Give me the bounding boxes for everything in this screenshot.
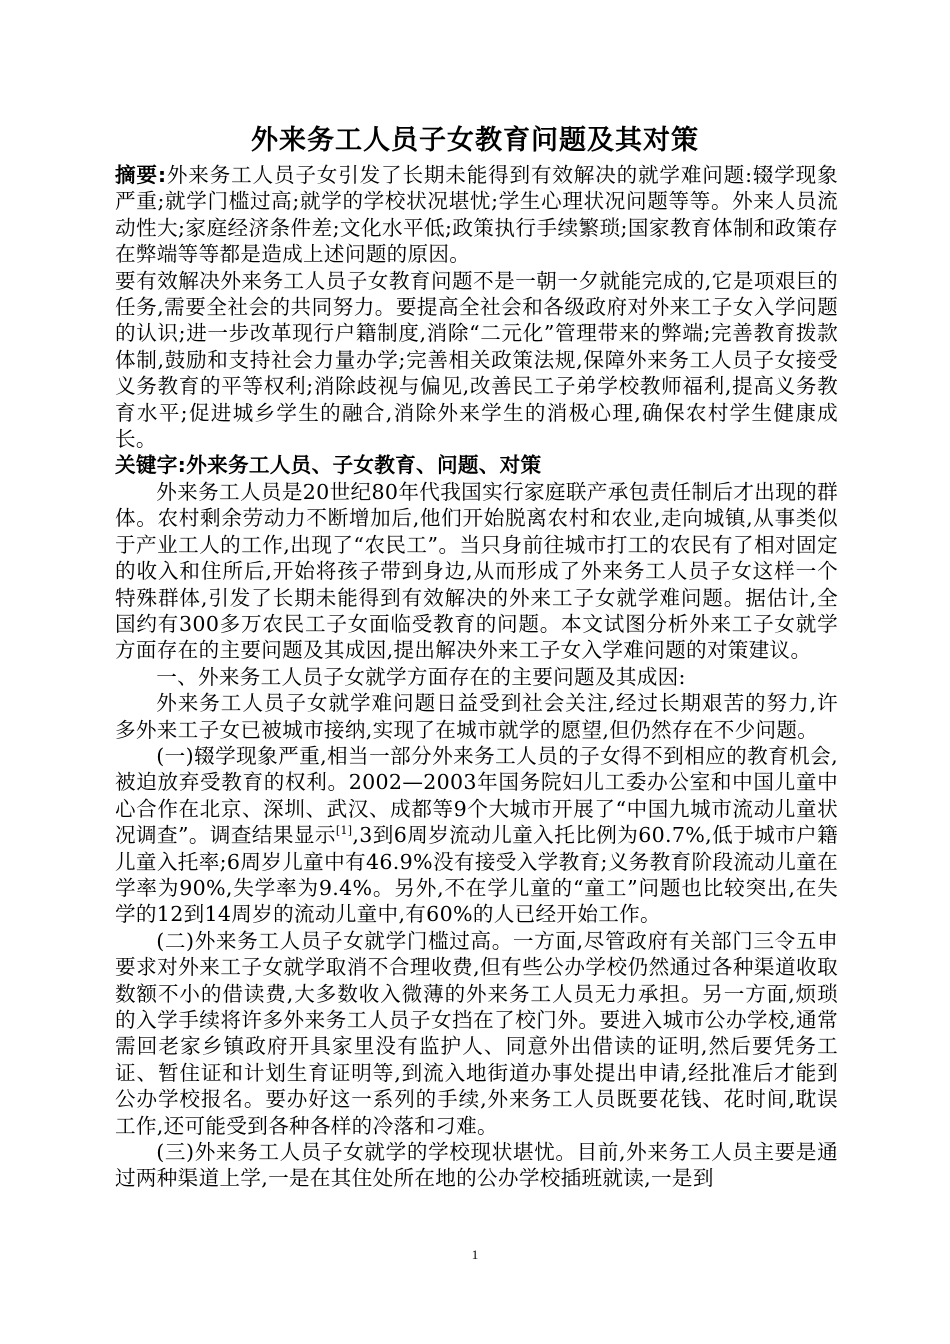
point1-text-a: (一)辍学现象严重,相当一部分外来务工人员的子女得不到相应的教育机会,被迫放弃受教育的权利。2002—2003年国务院妇儿工委办公室和中国儿童中心合作在北京、深圳、武汉、成都等9个大城市开展了“中国九城市流动儿童状况调查”。调查结果显示 xyxy=(115,743,838,848)
keywords-text: 外来务工人员、子女教育、问题、对策 xyxy=(186,453,542,478)
point2-paragraph: (二)外来务工人员子女就学门槛过高。一方面,尽管政府有关部门三令五申要求对外来工子女就学取消不合理收费,但有些公办学校仍然通过各种渠道收取数额不小的借读费,大多数收入微薄的外来务工人员无力承担。另一方面,烦琐的入学手续将许多外来务工人员子女挡在了校门外。要进入城市公办学校,通常需回老家乡镇政府开具家里没有监护人、同意外出借读的证明,然后要凭务工证、暂住证和计划生育证明等,到流入地街道办事处提出申请,经批准后才能到公办学校报名。要办好这一系列的手续,外来务工人员既要花钱、花时间,耽误工作,还可能受到各种各样的冷落和刁难。 xyxy=(115,928,838,1138)
point1-text-b: ,3到6周岁流动儿童入托比例为60.7%,低于城市户籍儿童入托率;6周岁儿童中有46.9%没有接受入学教育;义务教育阶段流动儿童在学率为90%,失学率为9.4%。另外,不在学儿童的“童工”问题也比较突出,在失学的12到14周岁的流动儿童中,有60%的人已经开始工作。 xyxy=(115,823,838,927)
abstract-paragraph xyxy=(115,162,838,268)
abstract-text: 外来务工人员子女引发了长期未能得到有效解决的就学难问题:辍学现象严重;就学门槛过高;就学的学校状况堪忧;学生心理状况问题等等。外来人员流动性大;家庭经济条件差;文化水平低;政策执行手续繁琐;国家教育体制和政策存在弊端等等都是造成上述问题的原因。 xyxy=(115,163,838,267)
point1-paragraph xyxy=(115,743,838,928)
section-heading-1: 一、外来务工人员子女就学方面存在的主要问题及其成因: xyxy=(156,664,686,689)
intro-paragraph: 外来务工人员是20世纪80年代我国实行家庭联产承包责任制后才出现的群体。农村剩余劳动力不断增加后,他们开始脱离农村和农业,走向城镇,从事类似于产业工人的工作,出现了“农民工”。当只身前往城市打工的农民有了相对固定的收入和住所后,开始将孩子带到身边,从而形成了外来务工人员子女这样一个特殊群体,引发了长期未能得到有效解决的外来工子女就学难问题。据估计,全国约有300多万农民工子女面临受教育的问题。本文试图分析外来工子女就学方面存在的主要问题及其成因,提出解决外来工子女入学难问题的对策建议。 xyxy=(115,479,838,663)
keywords-label: 关键字: xyxy=(115,453,187,478)
abstract-label: 摘要: xyxy=(115,163,167,187)
document-body xyxy=(115,162,838,1192)
point3-paragraph: (三)外来务工人员子女就学的学校现状堪忧。目前,外来务工人员主要是通过两种渠道上学,一是在其住处所在地的公办学校插班就读,一是到 xyxy=(115,1140,838,1191)
citation-ref[interactable]: [1] xyxy=(335,824,353,838)
abstract-paragraph-2: 要有效解决外来务工人员子女教育问题不是一朝一夕就能完成的,它是项艰巨的任务,需要全社会的共同努力。要提高全社会和各级政府对外来工子女入学问题的认识;进一步改革现行户籍制度,消除“二元化”管理带来的弊端;完善教育拨款体制,鼓励和支持社会力量办学;完善相关政策法规,保障外来务工人员子女接受义务教育的平等权利;消除歧视与偏见,改善民工子弟学校教师福利,提高义务教育水平;促进城乡学生的融合,消除外来学生的消极心理,确保农村学生健康成长。 xyxy=(115,268,838,452)
document-title: 外来务工人员子女教育问题及其对策 xyxy=(251,125,699,156)
page-number: 1 xyxy=(471,1247,479,1262)
section1-intro-paragraph: 外来务工人员子女就学难问题日益受到社会关注,经过长期艰苦的努力,许多外来工子女已被城市接纳,实现了在城市就学的愿望,但仍然存在不少问题。 xyxy=(115,691,838,742)
keywords-paragraph xyxy=(115,452,838,478)
